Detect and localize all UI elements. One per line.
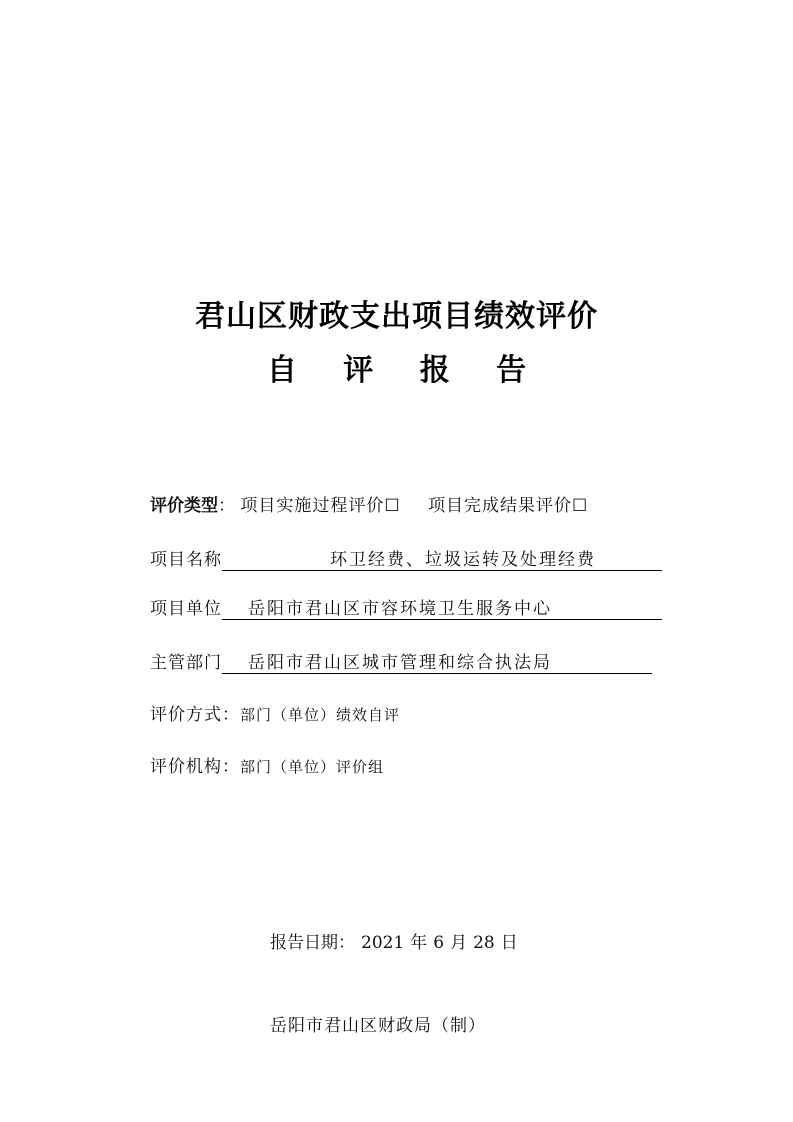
eval-type-label: 评价类型 bbox=[150, 496, 218, 516]
project-name-value: 环卫经费、垃圾运转及处理经费 bbox=[222, 549, 662, 571]
eval-method-value: 部门（单位）绩效自评 bbox=[240, 706, 401, 724]
supervising-dept-value: 岳阳市君山区城市管理和综合执法局 bbox=[222, 652, 652, 674]
eval-method-label: 评价方式： bbox=[150, 705, 240, 725]
issuing-authority: 岳阳市君山区财政局（制） bbox=[270, 1016, 486, 1036]
report-date-year-unit: 年 bbox=[410, 933, 428, 953]
project-unit-value: 岳阳市君山区市容环境卫生服务中心 bbox=[222, 598, 662, 620]
eval-org-value: 部门（单位）评价组 bbox=[240, 758, 385, 776]
report-date-label: 报告日期： bbox=[270, 933, 355, 953]
eval-type-option-process[interactable]: 项目实施过程评价☐ bbox=[240, 496, 401, 516]
eval-type-option-result[interactable]: 项目完成结果评价☐ bbox=[428, 496, 589, 516]
eval-org-row bbox=[150, 755, 384, 779]
project-name-label: 项目名称 bbox=[150, 550, 222, 570]
report-date-day-unit: 日 bbox=[500, 933, 518, 953]
report-date-day: 28 bbox=[473, 933, 495, 953]
eval-method-row bbox=[150, 703, 400, 727]
supervising-dept-label: 主管部门 bbox=[150, 653, 222, 673]
eval-org-label: 评价机构： bbox=[150, 757, 240, 777]
report-date-month-unit: 月 bbox=[450, 933, 468, 953]
eval-type-row bbox=[150, 494, 588, 518]
report-title: 君山区财政支出项目绩效评价 bbox=[195, 299, 598, 334]
project-unit-label: 项目单位 bbox=[150, 599, 222, 619]
project-unit-row bbox=[150, 597, 662, 621]
project-name-row bbox=[150, 548, 662, 572]
report-date-year: 2021 bbox=[361, 933, 405, 953]
report-subtitle: 自 评 报 告 bbox=[266, 353, 545, 388]
supervising-dept-row bbox=[150, 651, 652, 675]
eval-type-colon: ： bbox=[218, 496, 235, 516]
report-date bbox=[270, 931, 524, 955]
report-date-month: 6 bbox=[433, 933, 445, 953]
